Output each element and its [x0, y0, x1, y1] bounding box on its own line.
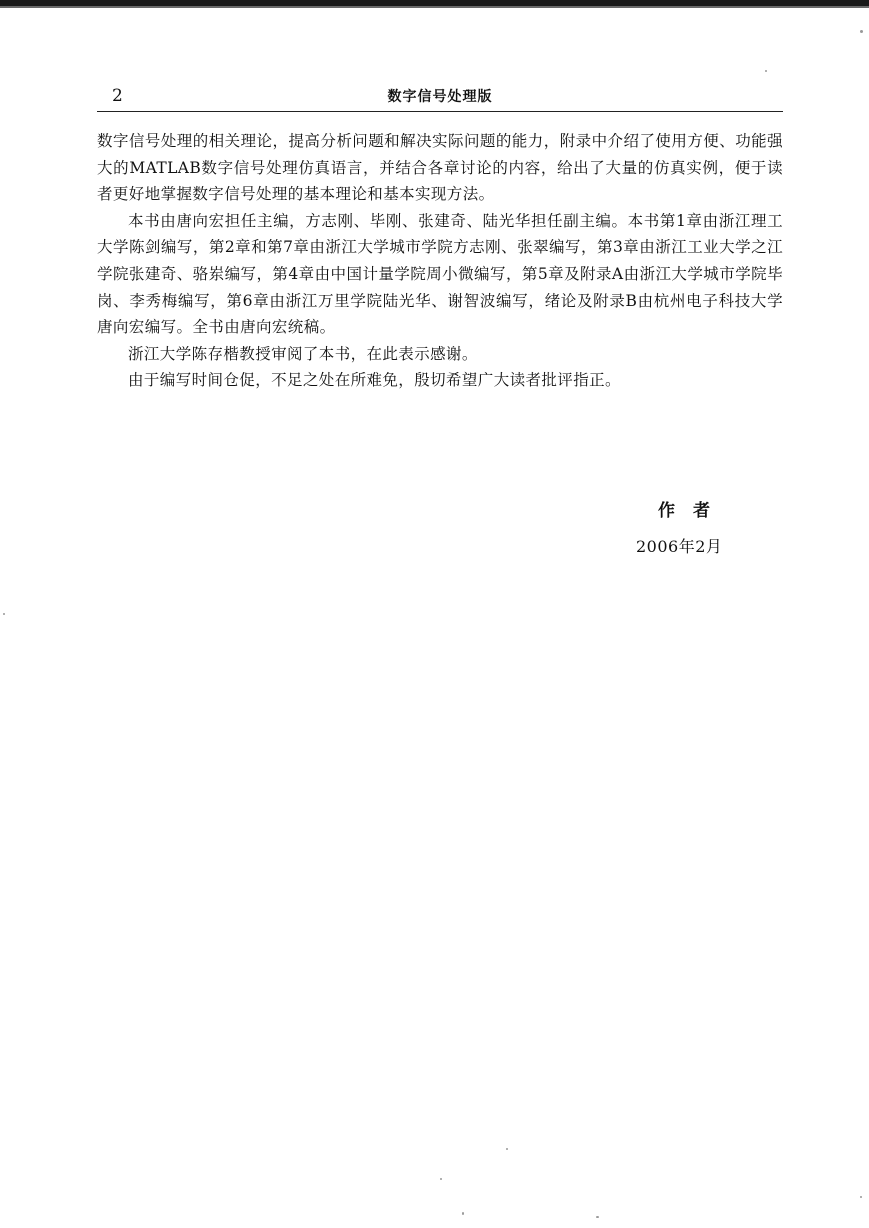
scan-speck	[3, 613, 5, 615]
scan-speck	[596, 1216, 599, 1218]
page-number: 2	[112, 86, 123, 106]
paragraph-apology: 由于编写时间仓促，不足之处在所难免，殷切希望广大读者批评指正。	[128, 371, 621, 390]
scan-speck	[860, 30, 863, 33]
running-header	[97, 86, 783, 110]
header-rule	[97, 111, 783, 112]
paragraph-authors: 本书由唐向宏担任主编，方志刚、毕刚、张建奇、陆光华担任副主编。本书第1章由浙江理工大学陈剑编写，第2章和第7章由浙江大学城市学院方志刚、张翠编写，第3章由浙江工业大学之江学院张建奇、骆岽编写，第4章由中国计量学院周小微编写，第5章及附录A由浙江大学城市学院毕岗、李秀梅编写，第6章由浙江万里学院陆光华、谢智波编写，绪论及附录B由杭州电子科技大学唐向宏编写。全书由唐向宏统稿。	[97, 211, 783, 337]
signature-author: 作者	[658, 501, 728, 521]
paragraph-continuation: 数字信号处理的相关理论，提高分析问题和解决实际问题的能力，附录中介绍了使用方便、功能强大的MATLAB数字信号处理仿真语言，并结合各章讨论的内容，给出了大量的仿真实例，便于读者更好地掌握数字信号处理的基本理论和基本实现方法。	[97, 132, 783, 204]
scan-speck	[440, 1178, 442, 1180]
running-header-title: 数字信号处理版	[387, 89, 493, 105]
paragraph-acknowledgement: 浙江大学陈存楷教授审阅了本书，在此表示感谢。	[128, 344, 478, 363]
scan-speck	[462, 1212, 464, 1215]
body-text	[97, 128, 783, 394]
scan-speck	[860, 1196, 862, 1198]
scan-edge-shadow	[0, 6, 869, 8]
scan-speck	[765, 70, 767, 72]
signature-date: 2006年2月	[636, 537, 723, 556]
scan-speck	[506, 1148, 508, 1150]
